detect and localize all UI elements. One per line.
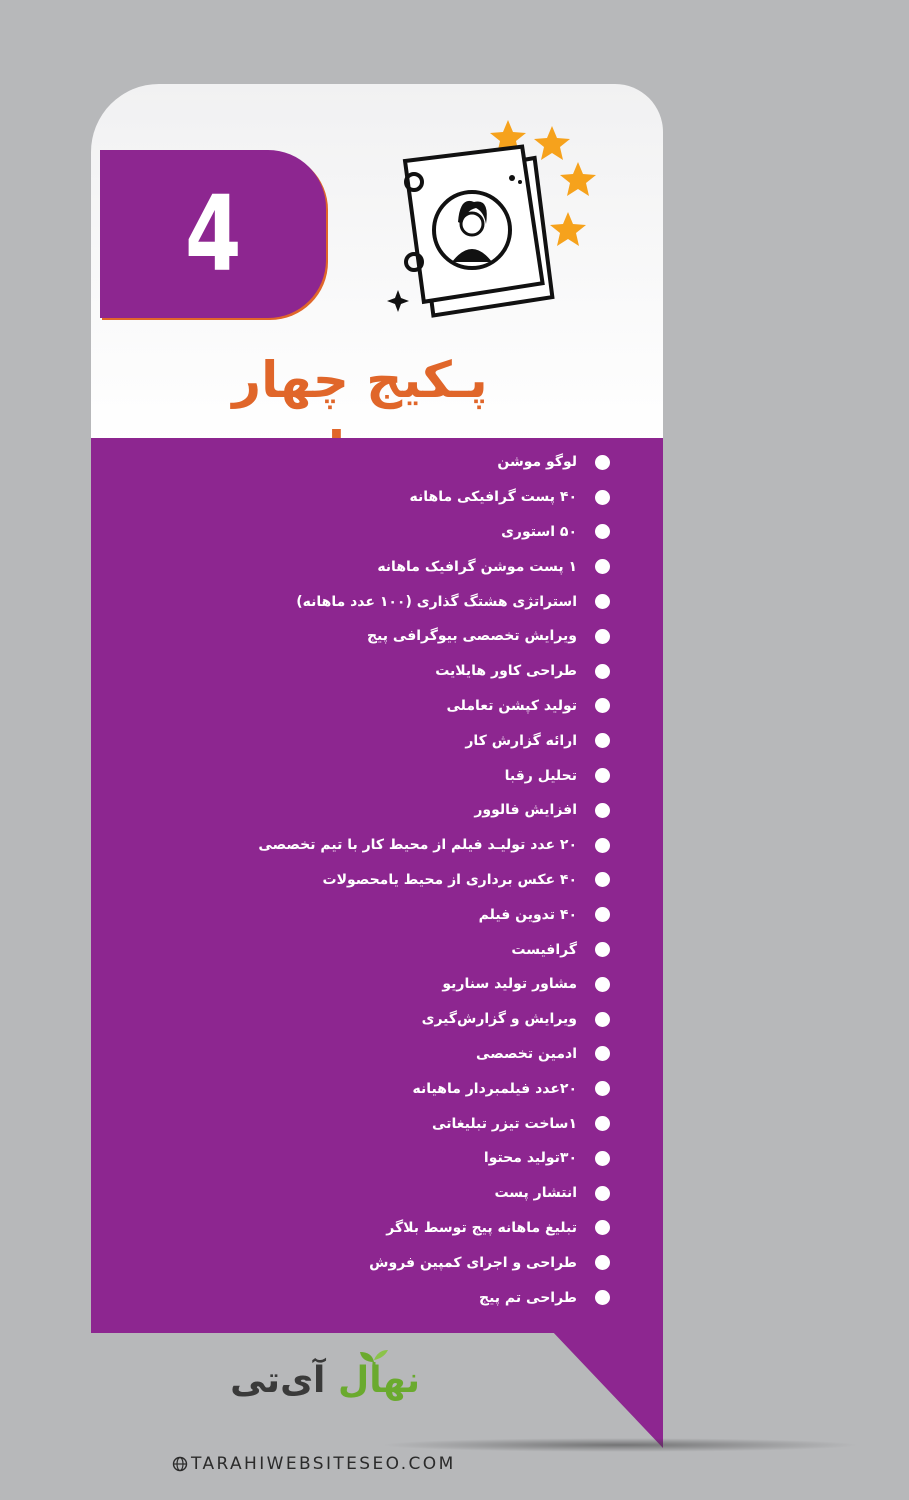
feature-text: ۲۰ عدد تولیـد فیلم از محیط کار با تیم تخصصی: [258, 837, 577, 854]
feature-text: ۱ساخت تیزر تبلیغاتی: [432, 1115, 577, 1132]
feature-item: [240, 689, 610, 724]
feature-text: ارائه گزارش کار: [465, 732, 577, 749]
bullet-dot: [595, 559, 610, 574]
website-footer[interactable]: [172, 1450, 532, 1478]
feature-text: انتشار پست: [494, 1185, 577, 1202]
feature-item: [240, 584, 610, 619]
feature-item: [240, 1280, 610, 1315]
bullet-dot: [595, 803, 610, 818]
feature-item: [240, 1245, 610, 1280]
feature-text: تبلیغ ماهانه پیج توسط بلاگر: [386, 1219, 577, 1236]
bullet-dot: [595, 664, 610, 679]
bullet-dot: [595, 1081, 610, 1096]
bullet-dot: [595, 490, 610, 505]
profile-notebook-icon: [380, 112, 610, 318]
feature-text: طراحی و اجرای کمپین فروش: [369, 1254, 577, 1271]
bullet-dot: [595, 594, 610, 609]
feature-text: ۴۰ پست گرافیکی ماهانه: [409, 489, 577, 506]
feature-item: [240, 897, 610, 932]
feature-text: مشاور تولید سناریو: [442, 976, 577, 993]
feature-item: [240, 619, 610, 654]
feature-item: [240, 515, 610, 550]
logo-text-nahal: نهال: [337, 1360, 420, 1401]
logo-text-it: آی‌تی: [230, 1360, 326, 1401]
feature-item: [240, 758, 610, 793]
bullet-dot: [595, 629, 610, 644]
bullet-dot: [595, 1255, 610, 1270]
feature-item: [240, 1071, 610, 1106]
bullet-dot: [595, 698, 610, 713]
bullet-dot: [595, 1186, 610, 1201]
globe-icon: [172, 1456, 188, 1472]
feature-item: [240, 1037, 610, 1072]
bullet-dot: [595, 1116, 610, 1131]
feature-text: طراحی تم پیج: [479, 1289, 577, 1306]
bullet-dot: [595, 1220, 610, 1235]
bullet-dot: [595, 977, 610, 992]
feature-text: طراحی کاور هایلایت: [435, 663, 577, 680]
feature-text: ۴۰ عکس برداری از محیط یامحصولات: [322, 871, 577, 888]
bullet-dot: [595, 942, 610, 957]
brand-logo: [230, 1350, 420, 1420]
features-list: [240, 445, 610, 1315]
feature-item: [240, 828, 610, 863]
feature-item: [240, 1002, 610, 1037]
bullet-dot: [595, 838, 610, 853]
feature-item: [240, 793, 610, 828]
feature-text: ۲۰عدد فیلمبردار ماهیانه: [412, 1080, 577, 1097]
feature-item: [240, 445, 610, 480]
feature-item: [240, 654, 610, 689]
feature-item: [240, 863, 610, 898]
bullet-dot: [595, 872, 610, 887]
feature-text: ویرایش تخصصی بیوگرافی پیج: [366, 628, 577, 645]
website-url: TARAHIWEBSITESEO.COM: [191, 1454, 456, 1474]
feature-text: لوگو موشن: [497, 454, 577, 471]
feature-text: ادمین تخصصی: [476, 1045, 577, 1062]
feature-text: ۴۰ تدوین فیلم: [478, 906, 577, 923]
feature-item: [240, 1176, 610, 1211]
feature-text: ۳۰تولید محتوا: [483, 1150, 577, 1167]
bullet-dot: [595, 1012, 610, 1027]
bullet-dot: [595, 455, 610, 470]
feature-item: [240, 480, 610, 515]
feature-text: افزایش فالوور: [474, 802, 577, 819]
package-number: 4: [184, 173, 242, 295]
bullet-dot: [595, 1046, 610, 1061]
feature-text: ۱ پست موشن گرافیک ماهانه: [377, 558, 577, 575]
feature-item: [240, 1211, 610, 1246]
bullet-dot: [595, 733, 610, 748]
feature-item: [240, 1106, 610, 1141]
bullet-dot: [595, 907, 610, 922]
feature-item: [240, 723, 610, 758]
bullet-dot: [595, 768, 610, 783]
feature-text: تحلیل رقبا: [504, 767, 577, 784]
feature-item: [240, 967, 610, 1002]
bullet-dot: [595, 1290, 610, 1305]
package-number-tab: [100, 150, 326, 318]
bullet-dot: [595, 1151, 610, 1166]
feature-item: [240, 549, 610, 584]
feature-text: تولید کپشن تعاملی: [446, 697, 577, 714]
feature-item: [240, 932, 610, 967]
feature-text: استراتژی هشتگ گذاری (۱۰۰ عدد ماهانه): [296, 593, 577, 610]
feature-text: ویرایش و گزارش‌گیری: [421, 1011, 577, 1028]
feature-text: گرافیست: [511, 941, 577, 958]
bullet-dot: [595, 524, 610, 539]
feature-text: ۵۰ استوری: [501, 523, 577, 540]
package-title: پـکیج چهار: [232, 351, 488, 409]
feature-item: [240, 1141, 610, 1176]
